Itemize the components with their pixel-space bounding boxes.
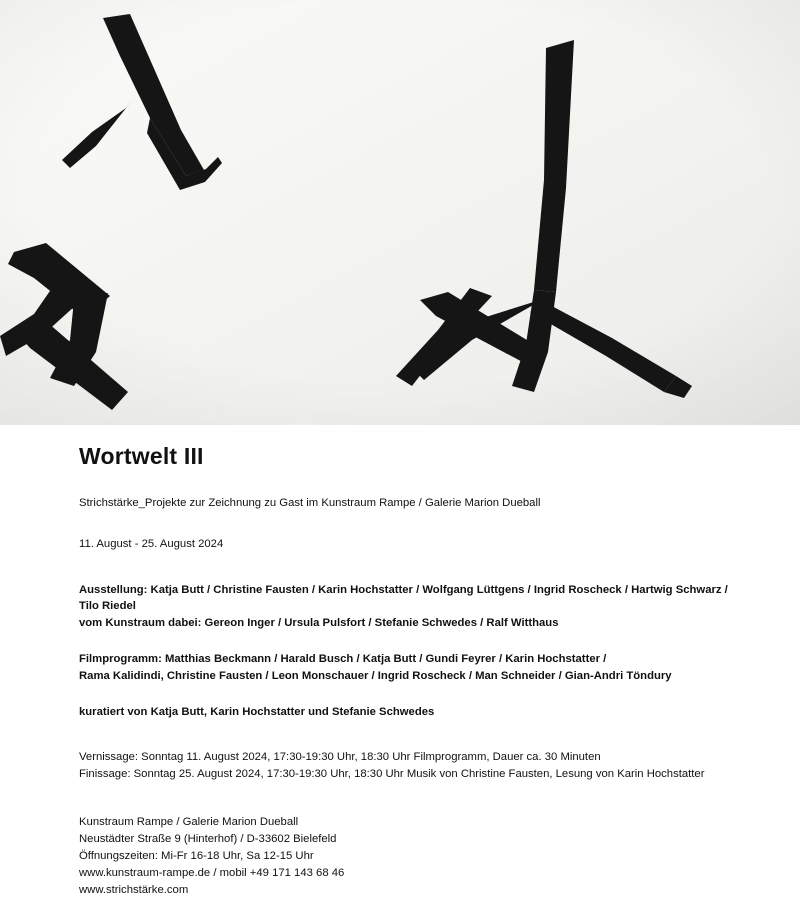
venue-hours: Öffnungszeiten: Mi-Fr 16-18 Uhr, Sa 12-15 Uhr bbox=[79, 850, 314, 863]
exhibition-dates: 11. August - 25. August 2024 bbox=[79, 537, 224, 550]
venue-address: Neustädter Straße 9 (Hinterhof) / D-33602 Bielefeld bbox=[79, 833, 337, 846]
film-program-line-2: Rama Kalidindi, Christine Fausten / Leon Monschauer / Ingrid Roscheck / Man Schneider / Gian-Andri Töndury bbox=[79, 669, 672, 682]
venue-details bbox=[79, 814, 739, 899]
poster-text-block bbox=[79, 443, 739, 899]
venue-website-phone: www.kunstraum-rampe.de / mobil +49 171 143 68 46 bbox=[79, 867, 345, 880]
film-program bbox=[79, 651, 739, 684]
event-details bbox=[79, 749, 739, 783]
film-program-line-1: Filmprogramm: Matthias Beckmann / Harald Busch / Katja Butt / Gundi Feyrer / Karin Hochstatter / bbox=[79, 653, 607, 666]
curated-by-line: kuratiert von Katja Butt, Karin Hochstatter und Stefanie Schwedes bbox=[79, 705, 435, 718]
exhibition-artists-line-2: vom Kunstraum dabei: Gereon Inger / Ursula Pulsfort / Stefanie Schwedes / Ralf Witthaus bbox=[79, 616, 559, 629]
venue-name: Kunstraum Rampe / Galerie Marion Dueball bbox=[79, 816, 299, 829]
project-website: www.strichstärke.com bbox=[79, 883, 189, 896]
curated-by bbox=[79, 704, 739, 720]
exhibition-artists bbox=[79, 582, 739, 631]
exhibition-artists-line-1: Ausstellung: Katja Butt / Christine Fausten / Karin Hochstatter / Wolfgang Lüttgens / Ingrid Roscheck / Hartwig Schwarz / Tilo Riedel bbox=[79, 584, 728, 613]
vernissage-line: Vernissage: Sonntag 11. August 2024, 17:30-19:30 Uhr, 18:30 Uhr Filmprogramm, Dauer ca. 30 Minuten bbox=[79, 751, 601, 764]
brushstroke-artwork-svg bbox=[0, 0, 800, 425]
artwork-image bbox=[0, 0, 800, 425]
finissage-line: Finissage: Sonntag 25. August 2024, 17:30-19:30 Uhr, 18:30 Uhr Musik von Christine Fausten, Lesung von Karin Hochstatter bbox=[79, 768, 705, 781]
page-title: Wortwelt III bbox=[79, 443, 204, 469]
poster-subtitle: Strichstärke_Projekte zur Zeichnung zu Gast im Kunstraum Rampe / Galerie Marion Dueball bbox=[79, 496, 541, 509]
